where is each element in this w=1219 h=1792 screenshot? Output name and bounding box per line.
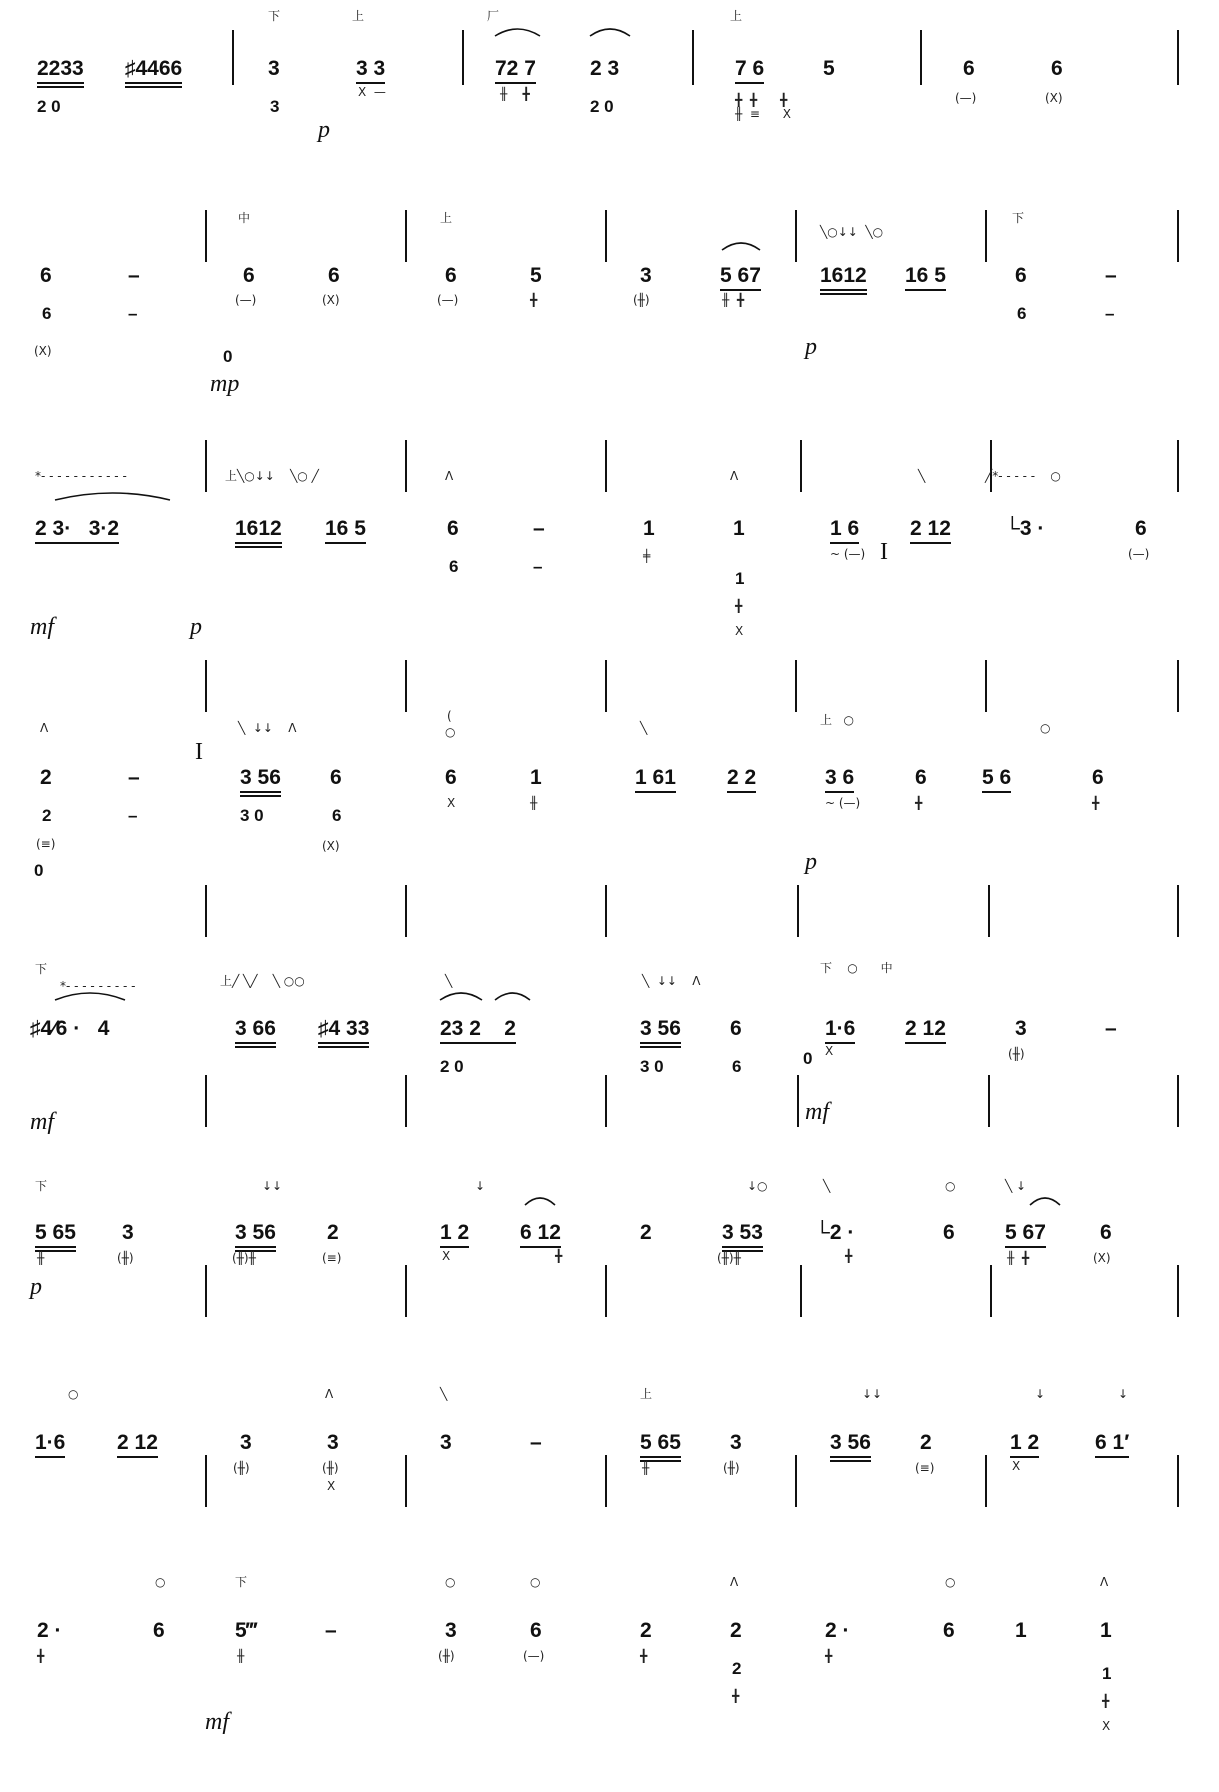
technique-mark: *- - - - - - - - - <box>60 979 136 993</box>
technique-mark: 下 ○ 中 <box>820 961 893 975</box>
dynamic-marking: p <box>805 849 817 875</box>
technique-mark: 上 <box>352 9 365 23</box>
technique-mark: (╫) <box>233 1461 250 1475</box>
barline <box>405 440 407 492</box>
technique-mark: ╋ <box>845 1249 853 1263</box>
note-group: 1 <box>733 517 745 540</box>
barline <box>205 1265 207 1317</box>
note-group: 6 <box>1135 517 1147 540</box>
note-group: 3 3 <box>356 57 386 80</box>
note-group: 6 <box>330 766 342 789</box>
barline <box>797 885 799 937</box>
lower-part-note: 2 <box>732 1659 742 1678</box>
note-group: – <box>530 1431 542 1454</box>
note-group: – <box>128 766 140 789</box>
note-group: 6 <box>1092 766 1104 789</box>
barline <box>205 210 207 262</box>
barline <box>462 30 464 85</box>
note-group: 6 <box>943 1221 955 1244</box>
technique-mark: (—) <box>437 293 459 307</box>
note-group: 1 2 <box>1010 1431 1040 1454</box>
note-group: 5 <box>823 57 835 80</box>
technique-mark: 下 <box>1012 211 1025 225</box>
barline <box>405 1455 407 1507</box>
barline <box>605 885 607 937</box>
technique-mark: (≡) <box>322 1251 342 1265</box>
note-group: 3 <box>445 1619 457 1642</box>
note-group: 72 7 <box>495 57 536 80</box>
note-group: 3 <box>240 1431 252 1454</box>
lower-part-note: 3 0 <box>640 1057 664 1076</box>
barline <box>605 210 607 262</box>
technique-mark: (X) <box>1093 1251 1111 1265</box>
lower-part-note: 0 <box>223 347 233 366</box>
technique-mark: 下 <box>235 1575 248 1589</box>
note-group: 2 12 <box>910 517 951 540</box>
technique-mark: 中 <box>238 211 251 225</box>
note-group: 5 65 <box>640 1431 681 1454</box>
technique-mark: ○ <box>1040 721 1051 735</box>
barline <box>1177 1265 1179 1317</box>
technique-mark: (—) <box>523 1649 545 1663</box>
technique-mark: ╋ <box>735 599 743 613</box>
technique-mark: ╫ <box>642 1461 650 1475</box>
note-group: 5 67 <box>720 264 761 287</box>
barline <box>1177 660 1179 712</box>
technique-mark: *- - - - - - - - - - - <box>35 469 127 483</box>
note-group: 16 5 <box>325 517 366 540</box>
lower-part-note: 1 <box>1102 1664 1112 1683</box>
technique-mark: ╲ <box>918 469 926 483</box>
technique-mark: (╫) <box>117 1251 134 1265</box>
note-group: 3 56 <box>240 766 281 789</box>
technique-mark: ╋ <box>915 796 923 810</box>
technique-mark: ╋ <box>530 293 538 307</box>
note-group: 5 67 <box>1005 1221 1046 1244</box>
lower-part-note: 1 <box>735 569 745 588</box>
note-group: 1612 <box>820 264 867 287</box>
note-group: 3 <box>730 1431 742 1454</box>
barline <box>990 1265 992 1317</box>
dynamic-marking: p <box>190 614 202 640</box>
technique-mark: Λ <box>730 1575 739 1589</box>
lower-part-note: – <box>128 304 138 323</box>
note-group: 3 <box>440 1431 452 1454</box>
technique-mark: X <box>735 624 744 638</box>
note-group: 3 6 <box>825 766 855 789</box>
note-group: 2 2 <box>727 766 757 789</box>
technique-mark: ╫ <box>530 796 538 810</box>
barline <box>205 1075 207 1127</box>
note-group: 3 <box>268 57 280 80</box>
lower-part-note: 2 <box>42 806 52 825</box>
note-group: 6 <box>1051 57 1063 80</box>
technique-mark: 上╱ ╲╱ ╲ ○○ <box>220 974 305 988</box>
barline <box>795 210 797 262</box>
lower-part-note: 6 <box>1017 304 1027 323</box>
barline <box>1177 885 1179 937</box>
barline <box>990 440 992 492</box>
technique-mark: ╲ ↓↓ Λ <box>238 721 297 735</box>
lower-part-note: 6 <box>332 806 342 825</box>
note-group: – <box>128 264 140 287</box>
note-group: 6 <box>1015 264 1027 287</box>
technique-mark: ╋ <box>1102 1694 1110 1708</box>
technique-mark: ○ <box>445 725 456 739</box>
note-group: 6 12 <box>520 1221 561 1244</box>
slur-arc <box>495 29 540 36</box>
note-group: 5‴ <box>235 1619 257 1642</box>
note-group: 2 <box>640 1619 652 1642</box>
note-group: 2 12 <box>117 1431 158 1454</box>
barline <box>605 440 607 492</box>
technique-mark: ○ <box>945 1575 956 1589</box>
note-group: – <box>1105 264 1117 287</box>
technique-mark: Λ <box>445 469 454 483</box>
lower-part-note: 0 <box>803 1049 813 1068</box>
barline <box>800 440 802 492</box>
note-group: 6 <box>915 766 927 789</box>
dynamic-marking: p <box>318 117 330 143</box>
slur-arc <box>440 993 482 1000</box>
technique-mark: ╋ <box>825 1649 833 1663</box>
technique-mark: ↓○ <box>747 1179 768 1193</box>
note-group: ♯4466 <box>125 57 183 80</box>
technique-mark: ↓ <box>1035 1387 1046 1401</box>
note-group: 2 <box>640 1221 652 1244</box>
note-group: 5 <box>530 264 542 287</box>
note-group: 23 2 2 <box>440 1017 516 1040</box>
barline <box>1177 1455 1179 1507</box>
barline <box>920 30 922 85</box>
barline <box>985 1455 987 1507</box>
dynamic-marking: mf <box>205 1709 229 1735</box>
technique-mark: ╫ ≡ X <box>735 107 792 121</box>
barline <box>800 1265 802 1317</box>
note-group: 2 <box>327 1221 339 1244</box>
barline <box>795 660 797 712</box>
technique-mark: (╫) <box>723 1461 740 1475</box>
technique-mark: (╫) <box>438 1649 455 1663</box>
technique-mark: (╫)╫ <box>232 1251 256 1265</box>
lower-part-note: – <box>1105 304 1115 323</box>
technique-mark: 下 <box>35 1179 48 1193</box>
note-group: 1 6 <box>830 517 860 540</box>
roman-numeral-marker: I <box>880 539 888 565</box>
barline <box>1177 1075 1179 1127</box>
barline <box>205 1455 207 1507</box>
note-group: – <box>1105 1017 1117 1040</box>
note-group: – <box>533 517 545 540</box>
note-group: 1 <box>530 766 542 789</box>
note-group: 6 <box>530 1619 542 1642</box>
note-group: 3 56 <box>235 1221 276 1244</box>
technique-mark: ○ <box>945 1179 956 1193</box>
technique-mark: (—) <box>955 91 977 105</box>
note-group: 3 53 <box>722 1221 763 1244</box>
roman-numeral-marker: I <box>195 739 203 765</box>
barline <box>988 1075 990 1127</box>
technique-mark: (X) <box>1045 91 1063 105</box>
technique-mark: (X) <box>322 293 340 307</box>
technique-mark: 上 <box>730 9 743 23</box>
note-group: 2 <box>40 766 52 789</box>
barline <box>692 30 694 85</box>
note-group: 3 <box>1015 1017 1027 1040</box>
technique-mark: X — <box>358 85 386 99</box>
note-group: 6 <box>243 264 255 287</box>
barline <box>1177 210 1179 262</box>
barline <box>205 440 207 492</box>
note-group: 3 66 <box>235 1017 276 1040</box>
note-group: 1 <box>1100 1619 1112 1642</box>
barline <box>405 660 407 712</box>
note-group: 6 <box>328 264 340 287</box>
note-group: 6 <box>730 1017 742 1040</box>
technique-mark: ╲○↓↓ ╲○ <box>820 225 884 239</box>
note-group: 3 <box>640 264 652 287</box>
note-group: 2233 <box>37 57 84 80</box>
technique-mark: 厂 <box>487 9 500 23</box>
technique-mark: X <box>825 1044 834 1058</box>
dynamic-marking: p <box>30 1274 42 1300</box>
technique-mark: (—) <box>1128 547 1150 561</box>
note-group: 6 <box>943 1619 955 1642</box>
lower-part-note: 3 <box>270 97 280 116</box>
technique-mark: Λ <box>325 1387 334 1401</box>
note-group: 6 <box>40 264 52 287</box>
note-group: ♯4 33 <box>318 1017 370 1040</box>
note-group: 6 <box>445 766 457 789</box>
technique-mark: (X) <box>34 344 52 358</box>
lower-part-note: 6 <box>42 304 52 323</box>
slur-arc <box>1030 1198 1060 1205</box>
technique-mark: 下 <box>35 962 48 976</box>
technique-mark: ╲ <box>440 1387 448 1401</box>
lower-part-note: 2 0 <box>37 97 61 116</box>
technique-mark: (≡) <box>36 837 56 851</box>
lower-part-note: – <box>128 806 138 825</box>
technique-mark: ╋ <box>732 1689 740 1703</box>
barline <box>1177 30 1179 85</box>
barline <box>795 1455 797 1507</box>
technique-mark: ~ (—) <box>830 547 866 561</box>
barline <box>988 885 990 937</box>
note-group: 2 · <box>37 1619 62 1642</box>
technique-mark: ╫ ╋ <box>1007 1251 1030 1265</box>
note-group: 1 <box>643 517 655 540</box>
technique-mark: 上╲○↓↓ ╲○ ╱ <box>225 469 319 483</box>
technique-mark: ╫ ╋ <box>722 293 745 307</box>
technique-mark: ○ <box>155 1575 166 1589</box>
barline <box>985 210 987 262</box>
barline <box>405 1075 407 1127</box>
lower-part-note: 2 0 <box>590 97 614 116</box>
lower-part-note: 3 0 <box>240 806 264 825</box>
technique-mark: ╋ <box>1092 796 1100 810</box>
technique-mark: ╱*- - - - - ○ <box>985 469 1061 483</box>
slur-arc <box>495 993 530 1000</box>
note-group: 2 <box>730 1619 742 1642</box>
lower-part-note: 0 <box>34 861 44 880</box>
barline <box>405 885 407 937</box>
dynamic-marking: mf <box>30 614 54 640</box>
note-group: 2 12 <box>905 1017 946 1040</box>
technique-mark: ╲ <box>640 721 648 735</box>
technique-mark: ╪ <box>643 549 651 563</box>
note-group: 1612 <box>235 517 282 540</box>
note-group: 3 <box>327 1431 339 1454</box>
slur-arc <box>590 29 630 36</box>
note-group: 2 <box>920 1431 932 1454</box>
note-group: 3 56 <box>640 1017 681 1040</box>
technique-mark: ╫ ╋ <box>500 87 530 101</box>
dynamic-marking: mp <box>210 371 240 397</box>
technique-mark: Λ <box>40 721 49 735</box>
barline <box>405 210 407 262</box>
technique-mark: ↓↓ <box>862 1387 883 1401</box>
barline <box>1177 440 1179 492</box>
technique-mark: 上 <box>640 1387 653 1401</box>
technique-mark: ╲ <box>445 974 453 988</box>
note-group: 3 <box>122 1221 134 1244</box>
technique-mark: (╫) <box>633 293 650 307</box>
barline <box>605 1455 607 1507</box>
note-group: ♯4⁄6 · 4 <box>30 1017 110 1040</box>
note-group: └3 · <box>1005 517 1045 540</box>
technique-mark: X <box>447 796 456 810</box>
barline <box>405 1265 407 1317</box>
lower-part-note: – <box>533 557 543 576</box>
dynamic-marking: p <box>805 334 817 360</box>
technique-mark: ↓↓ <box>262 1179 283 1193</box>
barline <box>605 660 607 712</box>
technique-mark: (≡) <box>915 1461 935 1475</box>
note-group: 5 6 <box>982 766 1012 789</box>
note-group: 2 3· 3·2 <box>35 517 120 540</box>
barline <box>232 30 234 85</box>
note-group: 7 6 <box>735 57 765 80</box>
note-group: 6 <box>1100 1221 1112 1244</box>
technique-mark: 上 ○ <box>820 713 854 727</box>
barline <box>985 660 987 712</box>
note-group: 1·6 <box>35 1431 66 1454</box>
note-group: 1 61 <box>635 766 676 789</box>
technique-mark: Λ <box>1100 1575 1109 1589</box>
technique-mark: ╫ <box>37 1251 45 1265</box>
technique-mark: (╫) <box>1008 1047 1025 1061</box>
note-group: 16 5 <box>905 264 946 287</box>
technique-mark: ╲ ↓ <box>1005 1179 1027 1193</box>
note-group: └2 · <box>815 1221 855 1244</box>
barline <box>205 660 207 712</box>
technique-mark: ╫ <box>237 1649 245 1663</box>
technique-mark: ╋ <box>640 1649 648 1663</box>
note-group: 5 65 <box>35 1221 76 1244</box>
slur-arc <box>55 993 125 1000</box>
technique-mark: ╋ ╋ ╋ <box>735 93 788 107</box>
note-group: 1 <box>1015 1619 1027 1642</box>
technique-mark: ~ (—) <box>825 796 861 810</box>
technique-mark: (╫)╫ <box>717 1251 741 1265</box>
slur-arc <box>55 493 170 500</box>
technique-mark: ↓ <box>475 1179 486 1193</box>
lower-part-note: 6 <box>449 557 459 576</box>
note-group: 1 2 <box>440 1221 470 1244</box>
note-group: 1·6 <box>825 1017 856 1040</box>
note-group: 6 1′ <box>1095 1431 1130 1454</box>
note-group: 6 <box>153 1619 165 1642</box>
technique-mark: ( <box>447 709 452 723</box>
note-group: 6 <box>963 57 975 80</box>
note-group: 2 3 <box>590 57 620 80</box>
barline <box>605 1265 607 1317</box>
dynamic-marking: mf <box>805 1099 829 1125</box>
note-group: – <box>325 1619 337 1642</box>
note-group: 2 · <box>825 1619 850 1642</box>
technique-mark: X <box>442 1249 451 1263</box>
technique-mark: (╫) <box>322 1461 339 1475</box>
technique-mark: (X) <box>322 839 340 853</box>
technique-mark: Λ <box>730 469 739 483</box>
technique-mark: ╋ <box>37 1649 45 1663</box>
technique-mark: X <box>1012 1459 1021 1473</box>
technique-mark: 下 <box>268 9 281 23</box>
lower-part-note: 6 <box>732 1057 742 1076</box>
technique-mark: ╲ ↓↓ Λ <box>642 974 701 988</box>
technique-mark: X <box>327 1479 336 1493</box>
technique-mark: ○ <box>445 1575 456 1589</box>
technique-mark: ○ <box>530 1575 541 1589</box>
technique-mark: X <box>1102 1719 1111 1733</box>
slur-arc <box>722 243 760 250</box>
technique-mark: ╋ <box>555 1249 563 1263</box>
note-group: 6 <box>445 264 457 287</box>
lower-part-note: 2 0 <box>440 1057 464 1076</box>
dynamic-marking: mf <box>30 1109 54 1135</box>
technique-mark: ╲ <box>823 1179 831 1193</box>
barline <box>205 885 207 937</box>
note-group: 6 <box>447 517 459 540</box>
slur-arc <box>525 1198 555 1205</box>
barline <box>797 1075 799 1127</box>
technique-mark: (—) <box>235 293 257 307</box>
technique-mark: ↓ <box>1118 1387 1129 1401</box>
barline <box>605 1075 607 1127</box>
note-group: 3 56 <box>830 1431 871 1454</box>
technique-mark: 上 <box>440 211 453 225</box>
technique-mark: ○ <box>68 1387 79 1401</box>
